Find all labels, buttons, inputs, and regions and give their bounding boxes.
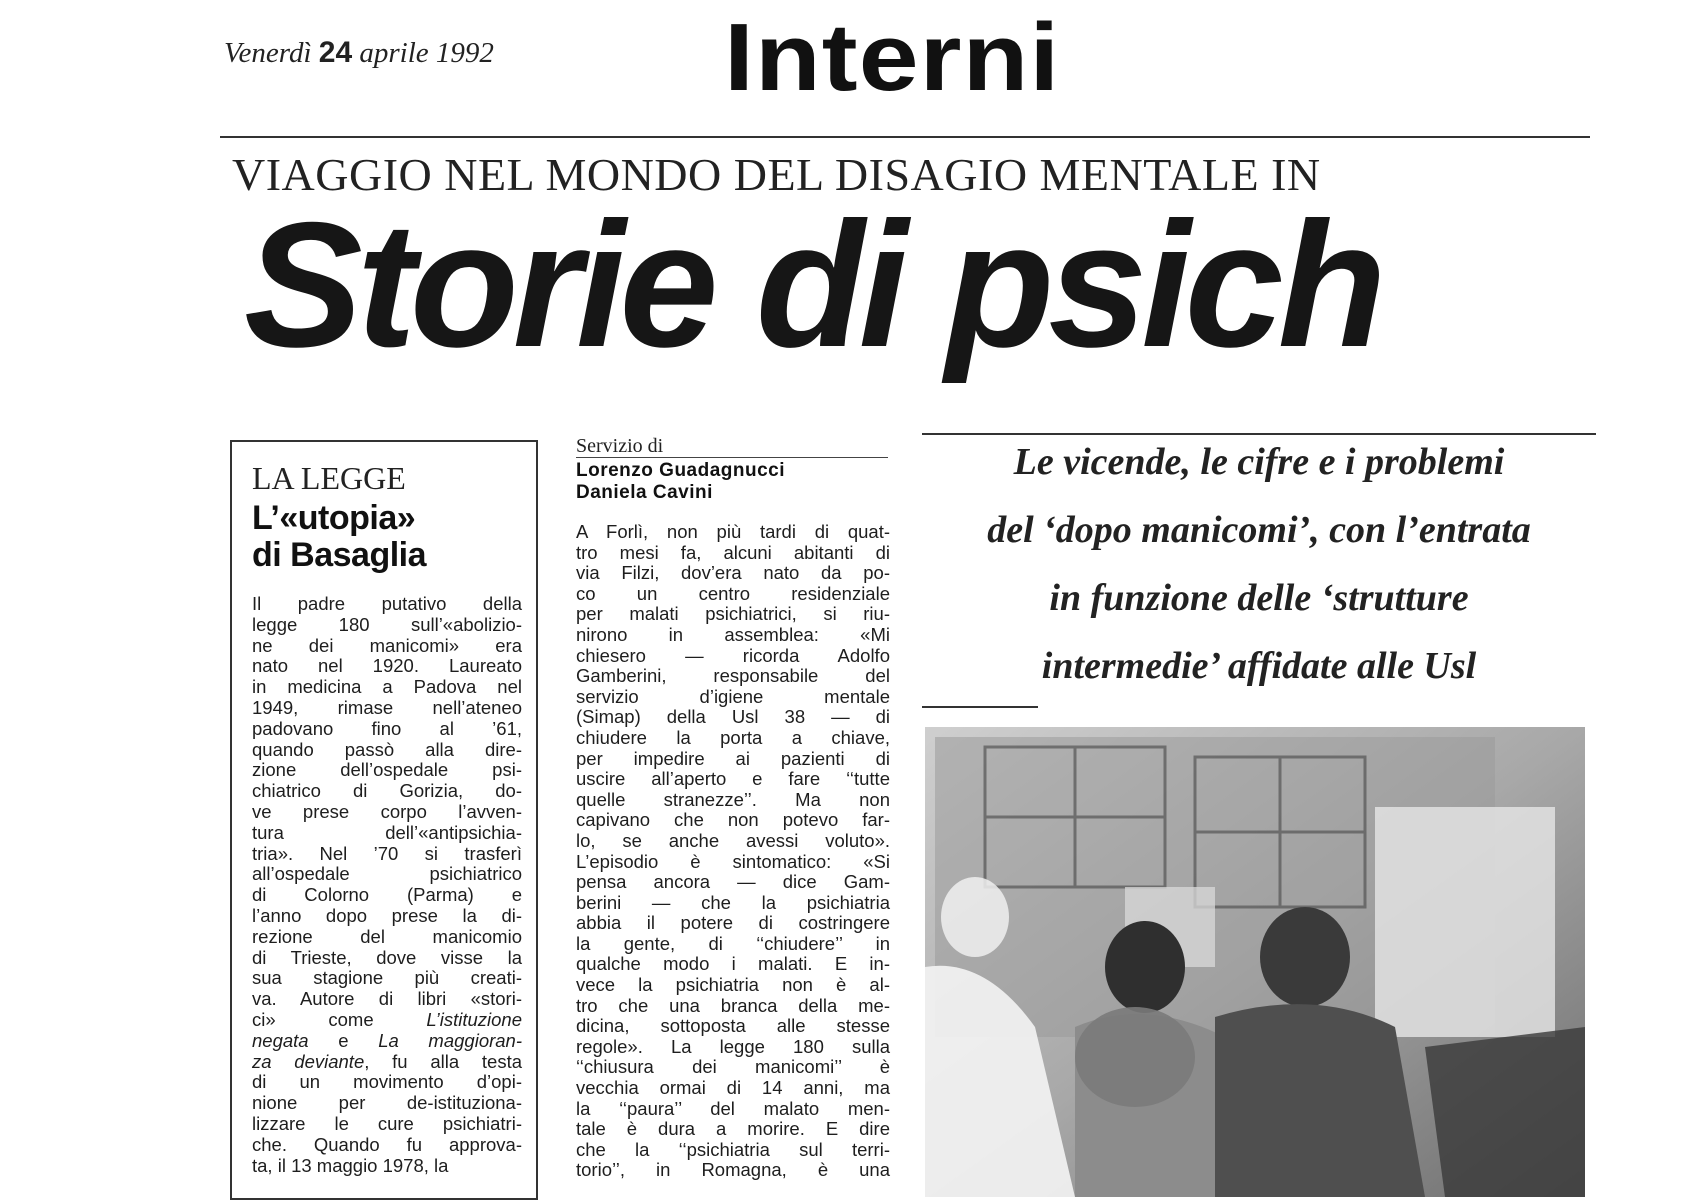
sidebar-line: 1949, rimase nell’ateneo	[252, 696, 522, 718]
sidebar-line: Il padre putativo della	[252, 593, 522, 614]
sidebar-line: rezione del manicomio	[252, 925, 522, 947]
article-line: chiudere la porta a chiave,	[576, 726, 890, 748]
main-headline: Storie di psich	[244, 185, 1381, 384]
sidebar-kicker: LA LEGGE	[252, 460, 406, 496]
article-line: torio’’, in Romagna, è una	[576, 1159, 890, 1181]
article-body	[576, 522, 890, 1181]
sidebar-line: ve prese corpo l’avven-	[252, 800, 522, 822]
issue-date	[224, 36, 494, 70]
sidebar-line: tria». Nel ’70 si trasferì	[252, 842, 522, 864]
sidebar-line: l’anno dopo prese la di-	[252, 904, 522, 926]
sidebar-line-text: ci» come	[252, 1008, 374, 1030]
deck-line: Le vicende, le cifre e i problemi	[1013, 441, 1505, 483]
date-day: 24	[318, 36, 353, 69]
header-rule	[220, 136, 1590, 138]
sidebar-title-line: di Basaglia	[252, 536, 427, 574]
sidebar-line: chiatrico di Gorizia, do-	[252, 780, 522, 802]
article-line: la ‘‘paura’’ del malato men-	[576, 1097, 890, 1119]
sidebar-line: va. Autore di libri «stori-	[252, 988, 522, 1010]
article-line: lo, se anche avessi voluto».	[576, 829, 890, 851]
sidebar-line	[252, 1052, 522, 1073]
date-month-year: aprile 1992	[359, 37, 494, 69]
sidebar-line: tura dell’«antipsichia-	[252, 821, 522, 843]
sidebar-line: all’ospedale psichiatrico	[252, 863, 522, 885]
byline-author: Lorenzo Guadagnucci	[576, 460, 786, 481]
section-title: Interni	[724, 4, 1061, 111]
sidebar-line: quando passò alla dire-	[252, 738, 522, 760]
sidebar-line	[252, 1010, 522, 1031]
sidebar-line: padovano fino al ’61,	[252, 717, 522, 739]
sidebar-line-text: , fu alla testa	[364, 1050, 522, 1072]
article-line: che la ‘‘psichiatria sul terri-	[576, 1138, 890, 1160]
article-line: la gente, di ‘‘chiudere’’ in	[576, 932, 890, 954]
article-line: pensa ancora — dice Gam-	[576, 871, 890, 893]
sidebar-line: zione dell’ospedale psi-	[252, 759, 522, 781]
article-line: chiesero — ricorda Adolfo	[576, 644, 890, 666]
byline	[576, 436, 888, 504]
sidebar-box	[230, 440, 538, 1200]
deck-line: in funzione delle ‘strutture	[1049, 577, 1469, 619]
sidebar-line: in medicina a Padova nel	[252, 676, 522, 698]
sidebar-line	[252, 1031, 522, 1052]
book-connector: e	[338, 1029, 349, 1051]
article-line: regole». La legge 180 sulla	[576, 1035, 890, 1057]
sidebar-title-line: L’«utopia»	[252, 499, 416, 537]
sidebar-line: che. Quando fu approva-	[252, 1133, 522, 1155]
photo-illustration	[925, 727, 1585, 1197]
deck-line: del ‘dopo manicomi’, con l’entrata	[987, 509, 1531, 551]
sidebar-line: di Colorno (Parma) e	[252, 884, 522, 906]
sidebar-line: legge 180 sull’«abolizio-	[252, 613, 522, 635]
sidebar-body	[252, 594, 522, 1176]
news-photo	[925, 727, 1585, 1197]
article-line: capivano che non potevo far-	[576, 809, 890, 831]
sidebar-line: sua stagione più creati-	[252, 967, 522, 989]
deck-rule-bottom	[922, 706, 1038, 708]
sidebar-line: nato nel 1920. Laureato	[252, 655, 522, 677]
article-line: via Filzi, dov’era nato da po-	[576, 562, 890, 584]
article-line: per malati psichiatrici, si riu-	[576, 603, 890, 625]
article-line: per impedire ai pazienti di	[576, 747, 890, 769]
sidebar-line: ta, il 13 maggio 1978, la	[252, 1154, 449, 1176]
article-line: tro mesi fa, alcuni abitanti di	[576, 541, 890, 563]
article-line: co un centro residenziale	[576, 582, 890, 604]
article-line: vece la psichiatria non è al-	[576, 974, 890, 996]
article-line: vecchia ormai di 14 anni, ma	[576, 1077, 890, 1099]
deck-line: intermedie’ affidate alle Usl	[1041, 645, 1477, 687]
article-line: quelle stranezze’’. Ma non	[576, 788, 890, 810]
book-title: La maggioran-	[378, 1029, 523, 1051]
article-line: uscire all’aperto e fare ‘‘tutte	[576, 768, 890, 790]
sidebar-title	[252, 500, 522, 574]
book-title: za deviante	[252, 1050, 365, 1072]
sidebar-line: di un movimento d’opi-	[252, 1071, 522, 1093]
headline-kicker: VIAGGIO NEL MONDO DEL DISAGIO MENTALE IN	[232, 149, 1321, 200]
article-line: (Simap) della Usl 38 — di	[576, 706, 890, 728]
sidebar-line: di Trieste, dove visse la	[252, 946, 522, 968]
date-weekday: Venerdì	[224, 37, 312, 69]
article-line: tro che una branca della me-	[576, 994, 890, 1016]
article-line: Gamberini, responsabile del	[576, 665, 890, 687]
article-line: ‘‘chiusura dei manicomi’’ è	[576, 1056, 890, 1078]
article-line: servizio d’igiene mentale	[576, 685, 890, 707]
sidebar-line: ne dei manicomi» era	[252, 634, 522, 656]
byline-label: Servizio di	[576, 435, 664, 457]
byline-author: Daniela Cavini	[576, 482, 713, 503]
sidebar-line: nione per de-istituziona-	[252, 1092, 522, 1114]
article-line: A Forlì, non più tardi di quat-	[576, 521, 890, 542]
article-line: tale è dura a morire. E dire	[576, 1118, 890, 1140]
book-title: L’istituzione	[426, 1008, 523, 1030]
article-line: abbia il potere di costringere	[576, 912, 890, 934]
article-line: dicina, sottoposta alle stesse	[576, 1015, 890, 1037]
article-line: L’episodio è sintomatico: «Si	[576, 850, 890, 872]
byline-rule	[576, 457, 888, 458]
article-line: qualche modo i malati. E in-	[576, 953, 890, 975]
deck	[922, 434, 1596, 706]
article-line: berini — che la psichiatria	[576, 891, 890, 913]
sidebar-line: lizzare le cure psichiatri-	[252, 1112, 522, 1134]
article-line: nirono in assemblea: «Mi	[576, 623, 890, 645]
book-title: negata	[252, 1029, 309, 1051]
